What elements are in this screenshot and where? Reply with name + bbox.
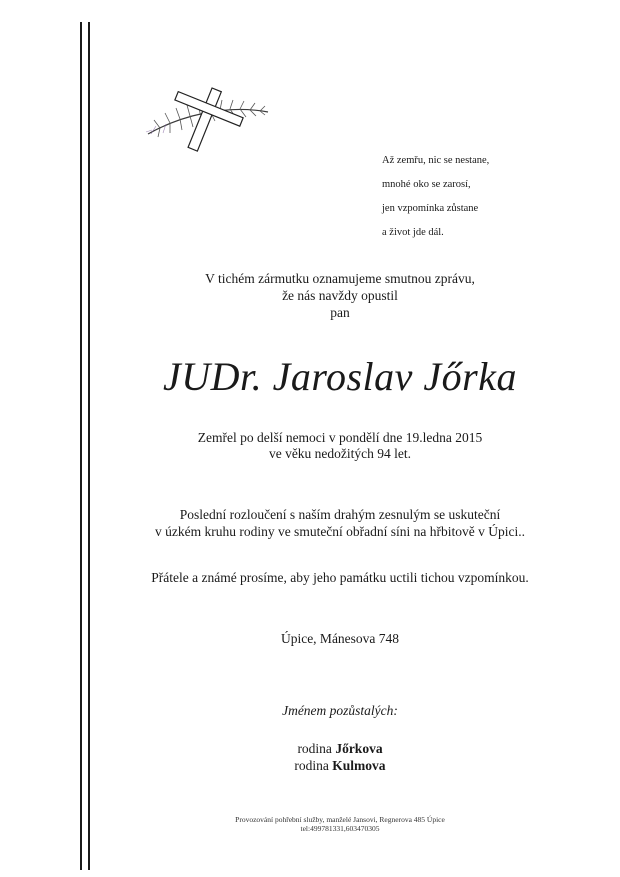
farewell-line: Poslední rozloučení s naším drahým zesnulým se uskuteční [179, 507, 501, 522]
poem-line: jen vzpomínka zůstane [382, 203, 479, 214]
intro-text [90, 270, 590, 321]
poem-line: mnohé oko se zarosí, [382, 179, 471, 190]
address: Úpice, Mánesova 748 [280, 631, 400, 646]
family-item [90, 757, 590, 774]
intro-line: pan [330, 305, 350, 320]
intro-line: V tichém zármutku oznamujeme smutnou zprávu, [205, 271, 475, 286]
farewell-line: v úzkém kruhu rodiny ve smuteční obřadní síni na hřbitově v Úpici.. [154, 524, 526, 539]
family-list [90, 740, 590, 774]
cross-palm-icon [140, 86, 272, 152]
deceased-name: JUDr. Jaroslav Jőrka [162, 354, 517, 399]
friends-note: Přátele a známé prosíme, aby jeho památku uctili tichou vzpomínkou. [151, 570, 529, 585]
memorial-poem [382, 143, 489, 251]
family-prefix: rodina [294, 758, 333, 773]
poem-line: Až zemřu, nic se nestane, [382, 155, 490, 166]
on-behalf-heading: Jménem pozůstalých: [282, 703, 398, 718]
intro-line: že nás navždy opustil [282, 288, 398, 303]
footer-funeral-service [90, 815, 590, 833]
footer-line: Provozování pohřební služby, manželé Jansovi, Regnerova 485 Úpice [235, 815, 445, 824]
farewell-notice [90, 506, 590, 540]
family-name: Jőrkova [335, 741, 383, 756]
footer-line: tel:499781331,603470305 [300, 824, 380, 833]
left-border-line [80, 22, 82, 870]
death-notice [90, 430, 590, 462]
death-notice-line: ve věku nedožitých 94 let. [268, 446, 412, 461]
family-item [90, 740, 590, 757]
family-prefix: rodina [297, 741, 336, 756]
family-name: Kulmova [332, 758, 386, 773]
poem-line: a život jde dál. [382, 227, 444, 238]
death-notice-line: Zemřel po delší nemoci v pondělí dne 19.ledna 2015 [197, 430, 483, 445]
